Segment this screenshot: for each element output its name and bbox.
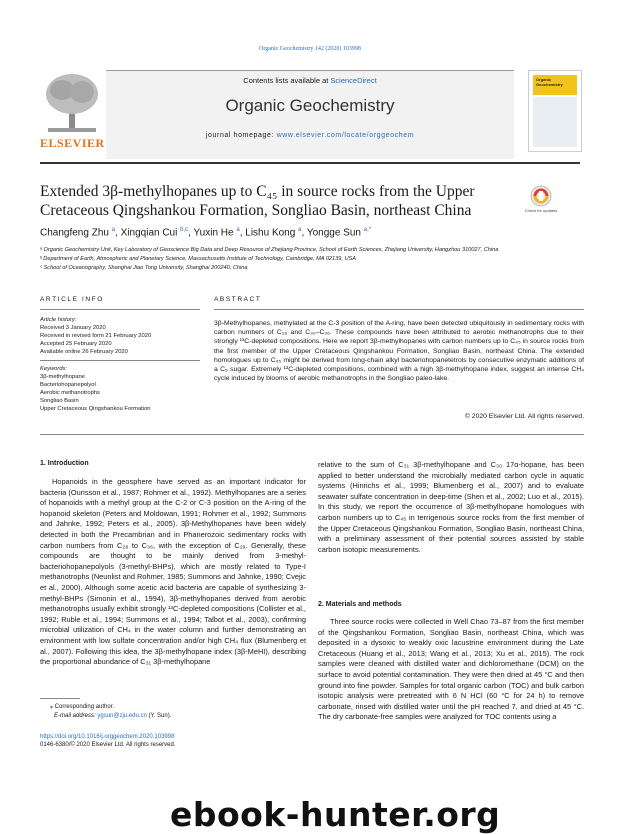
email-label: E-mail address: [54, 713, 96, 719]
article-info-heading: ARTICLE INFO [40, 296, 104, 303]
author-name[interactable]: Yongge Sun [306, 227, 361, 239]
journal-cover-thumbnail [528, 70, 582, 152]
elsevier-wordmark: ELSEVIER [40, 136, 105, 150]
keywords-label: Keywords: [40, 366, 68, 372]
abstract-text: 3β-Methylhopanes, methylated at the C-3 position of the A-ring, have been detected ubiquitously in sedimentary rocks with carbon numbers of C₂₈ and C₃₀–C₃₆. These compounds have been attributed to aerobic methanotrophs due to their strongly ¹³C-depleted compositions. Here we report 3β-methylhopanes with carbon numbers up to C₄₅ in source rocks from the first member of the Upper Cretaceous Qingshankou Formation, Songliao Basin, northeast China. The extended homologues up to C₄₅ might be derived from long-chain alkyl bacteriohopanetetrols by consecutive enzymatic additions of a C₅ sugar. Extremely ¹³C-depleted compositions, combined with a high 3β-methylhopane index, suggest an intense CH₄ cycle induced by blooms of aerobic methanotrophs in the Songliao paleo-lake. [214, 320, 584, 383]
contents-line [106, 76, 514, 85]
author-name[interactable]: Changfeng Zhu [40, 227, 109, 239]
section-1-text: Hopanoids in the geosphere have served as an important indicator for bacteria (Ourisson et al., 1987; Rohmer et al., 1992). Methylhopanes are a series of hopanoids with a methyl group at the C-2 or C-3 position on the A-ring of the hopanoid skeleton (Peters and Moldowan, 1991; Rohmer et al., 1992; Summons and Jahnke, 1992; Peters et al., 2005). 3β-Methylhopanes have been widely detected in both the Precambrian and in Phanerozoic sedimentary rocks with carbon numbers from C₂₈ to C₃₆, with the exception of C₂₉. Generally, these compounds are thought to be mainly derived from 3-methyl-bacteriohopanepolyols (3-methyl-BHPs), which are mostly related to Type-I methanotrophs (Neunlist and Rohmer, 1985; Summons and Jahnke, 1990; Cvejic et al., 2000). Although some acetic acid bacteria are capable of synthesizing 3-methyl-BHPs (Simonin et al., 1994), 3β-methylhopanes derived from aerobic methanotrophs usually exhibit strongly ¹³C-depleted compositions (Collister et al., 1992; Ruble et al., 1994; Summons et al., 1994; Talbot et al., 2003), confirming microbial utilization of CH₄ in the water column and further demonstrating an environment with low sulfate concentration and/or high CH₄ flux (Blumenberg et al., 2007). Following this idea, the 3β-methylhopane index (3β-MeHI), describing the proportional abundance of C₃₁ 3β-methylhopane [40, 477, 306, 667]
author-name[interactable]: Lishu Kong [245, 227, 296, 239]
journal-homepage [106, 132, 514, 139]
affiliation-a: ᵃ Organic Geochemistry Unit, Key Laboratory of Geoscience Big Data and Deep Resource of Zhejiang Province, School of Earth Sciences, Zhejiang University, Hangzhou 310027, China [40, 247, 499, 253]
email-link[interactable]: ygsun@zju.edu.cn [97, 713, 147, 719]
author-name[interactable]: Xingqian Cui [120, 227, 178, 239]
issn-copyright: 0146-6380/© 2020 Elsevier Ltd. All rights reserved. [40, 742, 176, 748]
history-revised: Received in revised form 21 February 2020 [40, 333, 152, 339]
keyword: Bacteriohopanepolyol [40, 382, 96, 388]
history-online: Available online 26 February 2020 [40, 349, 128, 355]
sciencedirect-link[interactable]: ScienceDirect [330, 76, 377, 85]
keywords-divider [40, 360, 200, 361]
history-label: Article history: [40, 317, 77, 323]
author-affil-marker[interactable]: a,* [363, 227, 372, 233]
author-name[interactable]: Yuxin He [193, 227, 234, 239]
watermark-text: ebook-hunter.org [170, 795, 501, 834]
email-suffix: (Y. Sun). [148, 713, 172, 719]
affiliation-c: ᶜ School of Oceanography, Shanghai Jiao Tong University, Shanghai 200240, China [40, 265, 248, 271]
cover-image [533, 97, 577, 147]
article-title: Extended 3β-methylhopanes up to C₄₅ in source rocks from the Upper Cretaceous Qingshankou Formation, Songliao Basin, northeast China [40, 183, 475, 219]
contents-prefix: Contents lists available at [243, 76, 329, 85]
abstract-copyright: © 2020 Elsevier Ltd. All rights reserved. [464, 413, 584, 420]
author-affil-marker[interactable]: a [298, 227, 302, 233]
keyword: Upper Cretaceous Qingshankou Formation [40, 406, 151, 412]
keyword: Songliao Basin [40, 398, 79, 404]
history-accepted: Accepted 25 February 2020 [40, 341, 112, 347]
journal-reference[interactable]: Organic Geochemistry 142 (2020) 103998 [259, 46, 361, 52]
section-2-text: Three source rocks were collected in Well Chao 73–87 from the first member of the Qingshankou Formation, Songliao Basin, northeast China, which was deposited in a dysoxic to weakly oxic lacustrine environment during the Late Cretaceous (Huang et al., 2013; Wang et al., 2013; Xu et al., 2015). The rock samples were cleaned with distilled water and dichloromethane (DCM) on the surface to avoid potential contamination. They were then dried at 45 °C and then ground into fine powder. Samples for total organic carbon (TOC) and bulk carbon isotopic analysis were pretreated with 6 N HCl (60 °C for 24 h) to remove carbonate, rinsed with distilled water until the pH reached 7, and dried at 45 °C. The dry carbonate-free samples were analyzed for TOC contents using a [318, 617, 584, 722]
section-2-heading: 2. Materials and methods [318, 601, 402, 608]
homepage-link[interactable]: www.elsevier.com/locate/orggeochem [276, 132, 415, 139]
affiliation-b: ᵇ Department of Earth, Atmospheric and Planetary Science, Massachusetts Institute of Technology, Cambridge, MA 02139, USA [40, 256, 356, 262]
author-affil-marker[interactable]: a [111, 227, 116, 233]
header-divider [40, 162, 580, 164]
journal-title: Organic Geochemistry [225, 96, 395, 115]
footnote-divider [40, 698, 80, 699]
section-1-continued-text: relative to the sum of C₃₁ 3β-methylhopane and C₃₀ 17α-hopane, has been applied to better understand the microbially mediated carbon cycle in aquatic systems (Hinrichs et al., 1999; Blumenberg et al., 2007) and to evaluate seawater sulfate concentration in deep-time (Shen et al., 2002; Luo et al., 2015). In this study, we report the occurrence of 3β-methylhopane homologues with carbon numbers up to C₄₅ in terrigenous source rocks from the first member of the Upper Cretaceous Qingshankou Formation, Songliao Basin, northeast China, with a preliminary assessment of their potential sources assisted by stable carbon isotopic measurements. [318, 460, 584, 554]
check-updates-label: Check for updates [524, 208, 558, 213]
doi-link[interactable]: https://doi.org/10.1016/j.orggeochem.2020.103998 [40, 734, 175, 740]
abstract-heading: ABSTRACT [214, 296, 262, 303]
history-received: Received 3 January 2020 [40, 325, 106, 331]
abstract-divider [214, 309, 584, 310]
keyword: 3β-methylhopane [40, 374, 85, 380]
homepage-prefix: journal homepage: [205, 132, 275, 139]
section-1-heading: 1. Introduction [40, 460, 89, 467]
keyword: Aerobic methanotrophs [40, 390, 100, 396]
author-affil-marker[interactable]: b,c [180, 227, 189, 233]
corresponding-author-note: ⁎ Corresponding author. [50, 704, 115, 710]
check-for-updates-badge[interactable] [526, 184, 556, 220]
cover-band [533, 75, 577, 95]
cover-title: Organic Geochemistry [536, 77, 563, 87]
info-divider [40, 309, 200, 310]
author-list: Changfeng Zhu $^a$, Xingqian Cui $^{b,c}$, Yuxin He $^a$, Lishu Kong $^a$, Yongge Sun $^{a,*}$ [40, 227, 372, 239]
author-affil-marker[interactable]: a [236, 227, 240, 233]
email-note [54, 712, 171, 720]
body-divider [40, 434, 584, 435]
